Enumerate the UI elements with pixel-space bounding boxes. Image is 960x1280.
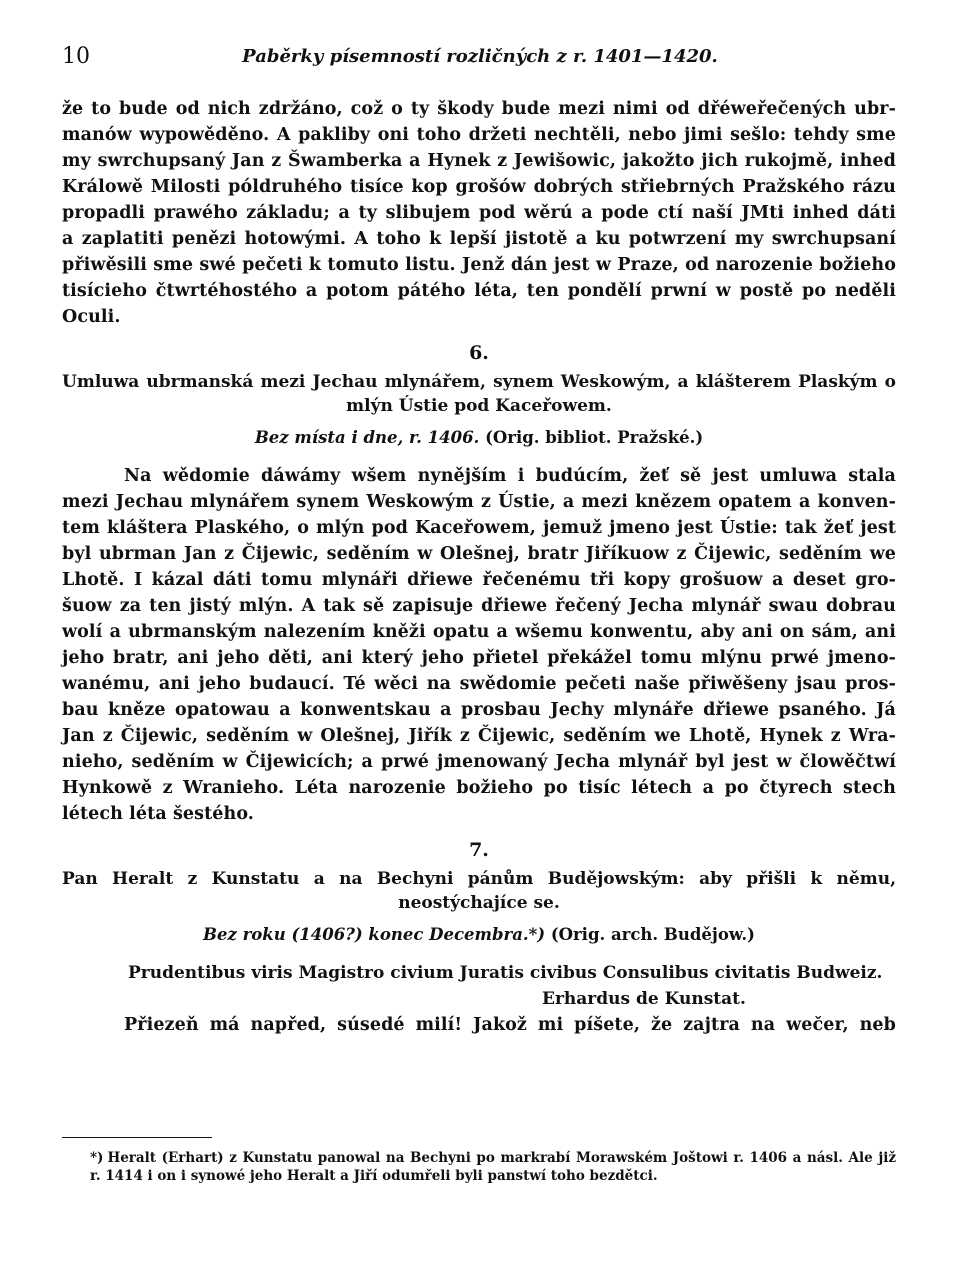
text-line: jeho bratr, ani jeho děti, ani který jeho přietel překážel tomu mlýnu prwé jmeno- <box>62 648 896 668</box>
footnote-mark: *) <box>90 1150 104 1166</box>
text-line: Na wědomie dáwámy wšem nynějším i budúcím, žeť sě jest umluwa stala <box>124 466 896 486</box>
text-line: wolí a ubrmanským nalezením kněži opatu a wšemu konwentu, aby ani on sám, ani <box>62 622 896 642</box>
text-line: propadli prawého základu; a ty slibujem pod wěrú a pode ctí naší JMti inhed dáti <box>62 203 896 223</box>
text-line: Hynkowě z Wranieho. Léta narozenie božieho po tisíc létech a po čtyrech stech <box>62 778 896 798</box>
text-line: a zaplatiti penězi hotowými. A toho k lepší jistotě a ku potwrzení my swrchupsaní <box>62 229 896 249</box>
text-line: Přiezeň má napřed, súsedé milí! Jakož mi píšete, že zajtra na wečer, neb <box>124 1015 896 1035</box>
source-archive: (Orig. bibliot. Pražské.) <box>485 428 704 447</box>
source-date: Bez místa i dne, r. 1406. <box>254 428 480 447</box>
letter-address: Prudentibus viris Magistro civium Juratis civibus Consulibus civitatis Budweiz. <box>128 963 883 983</box>
source-date: Bez roku (1406?) konec Decembra.*) <box>203 925 546 944</box>
text-line: wanému, ani jeho budaucí. Té wěci na swědomie pečeti naše přiwěšeny jsau pros- <box>62 674 896 694</box>
text-line: přiwěsili sme swé pečeti k tomuto listu. Jenž dán jest w Praze, od narozenie božieho <box>62 255 896 275</box>
running-title: Paběrky písemností rozličných z r. 1401—1420. <box>242 46 718 67</box>
source-archive: (Orig. arch. Budějow.) <box>550 925 755 944</box>
text-line: bau kněze opatowau a konwentskau a prosbau Jechy mlynáře dřiewe psaného. Já <box>62 700 896 720</box>
section-number: 7. <box>469 839 489 861</box>
letter-signature: Erhardus de Kunstat. <box>542 989 746 1009</box>
section-source <box>62 428 896 447</box>
continued-paragraph <box>62 96 896 330</box>
text-line: tem kláštera Plaského, o mlýn pod Kaceřowem, jemuž jmeno jest Ústie: tak žeť jest <box>62 518 896 538</box>
footnote <box>90 1149 896 1185</box>
text-line: manów wypowěděno. A pakliby oni toho držeti nechtěli, nebo jimi sešlo: tehdy sme <box>62 125 896 145</box>
page-number: 10 <box>62 44 90 69</box>
page-header <box>62 44 898 78</box>
text-line: tisícieho čtwrtéhostého a potom pátého léta, ten pondělí prwní w postě po neděli Oculi. <box>62 281 896 327</box>
section-title: Umluwa ubrmanská mezi Jechau mlynářem, synem Weskowým, a klášterem Plaským o mlýn Ústie pod Kaceřowem. <box>62 372 896 416</box>
footnote-text: Heralt (Erhart) z Kunstatu panowal na Bechyni po markrabí Morawském Joštowi r. 1406 a násl. Ale již r. 1414 i on i synowé jeho Heralt a Jiří odumřeli byli panstwí toho bezdětci. <box>90 1150 896 1184</box>
text-line: létech léta šestého. <box>62 804 255 824</box>
footnote-divider <box>62 1137 212 1138</box>
text-line: šuow za ten jistý mlýn. A tak sě zapisuje dřiewe řečený Jecha mlynář swau dobrau <box>62 596 896 616</box>
text-line: Jan z Čijewic, seděním w Olešnej, Jiřík z Čijewic, seděním we Lhotě, Hynek z Wra- <box>62 726 896 746</box>
text-line: nieho, seděním w Čijewicích; a prwé jmenowaný Jecha mlynář byl jest w člowěčtwí <box>62 752 896 772</box>
section-body <box>62 463 896 827</box>
section-number: 6. <box>469 342 489 364</box>
section-title: Pan Heralt z Kunstatu a na Bechyni pánům Budějowským: aby přišli k němu, neostýchajíce se. <box>62 869 896 913</box>
page-body <box>62 96 896 1038</box>
section-source <box>62 925 896 944</box>
text-line: Lhotě. I kázal dáti tomu mlynáři dřiewe řečenému tři kopy grošuow a deset gro- <box>62 570 896 590</box>
text-line: byl ubrman Jan z Čijewic, seděním w Olešnej, bratr Jiříkuow z Čijewic, seděním we <box>62 544 896 564</box>
text-line: Králowě Milosti póldruhého tisíce kop grošów dobrých střiebrných Pražského rázu <box>62 177 896 197</box>
text-line: my swrchupsaný Jan z Šwamberka a Hynek z Jewišowic, jakožto jich rukojmě, inhed <box>62 151 896 171</box>
text-line: mezi Jechau mlynářem synem Weskowým z Ústie, a mezi knězem opatem a konven- <box>62 492 896 512</box>
text-line: že to bude od nich zdržáno, což o ty škody bude mezi nimi od dřéweřečených ubr- <box>62 99 896 119</box>
